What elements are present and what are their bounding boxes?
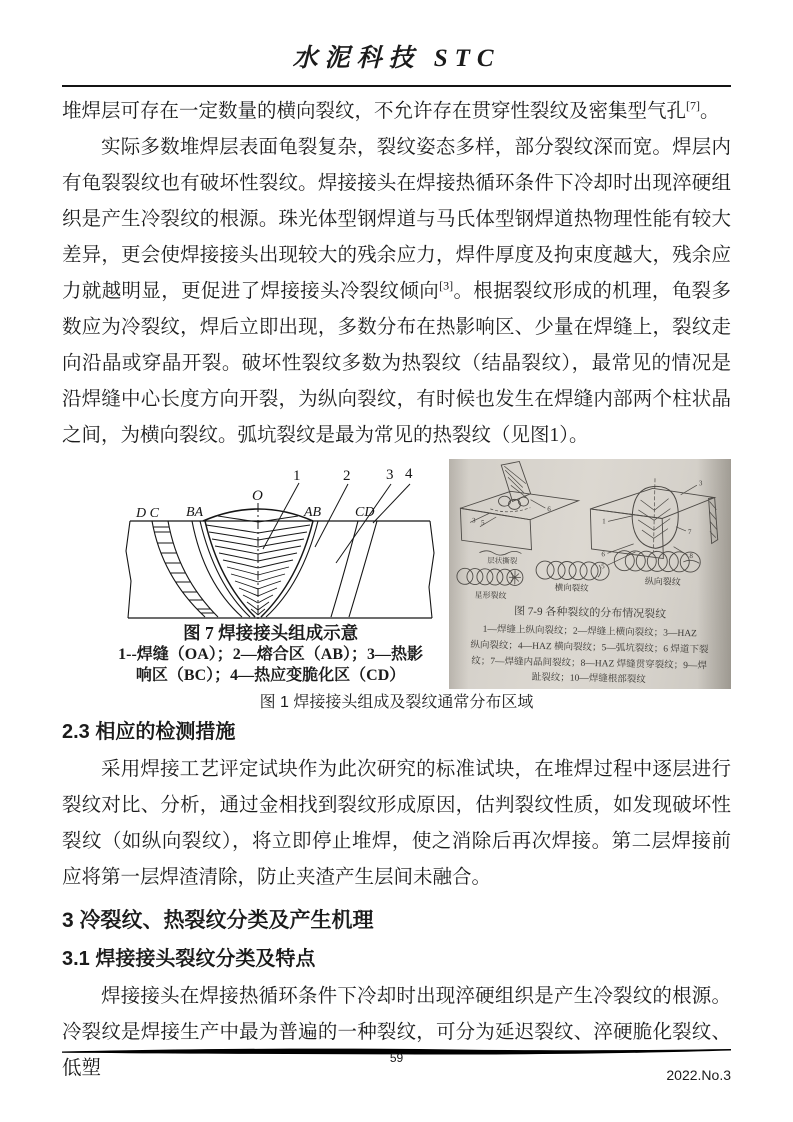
photo-sketch-number: 8	[689, 552, 694, 561]
paragraph-1	[62, 94, 731, 130]
photo-caption-line2: 纵向裂纹；4—HAZ 横向裂纹；5—弧坑裂纹；6 焊道下裂	[470, 640, 709, 656]
diagram-number-4: 4	[405, 466, 413, 482]
photo-sketch-number: 6	[601, 550, 606, 559]
diagram-number-1: 1	[293, 468, 301, 484]
diagram-label-ab: AB	[304, 505, 322, 520]
page-footer	[62, 1043, 731, 1083]
diagram-label-ba: BA	[186, 505, 204, 520]
paragraph-1-tail: 。	[700, 101, 720, 122]
diagram-label-dc: D C	[136, 506, 159, 521]
diagram-number-2: 2	[343, 468, 351, 484]
section-heading-3: 3 冷裂纹、热裂纹分类及产生机理	[62, 909, 374, 932]
photo-label-star-crack: 星形裂纹	[474, 590, 507, 601]
photo-sketch-number: 1	[602, 517, 606, 526]
section-heading-2-3: 2.3 相应的检测措施	[62, 721, 236, 743]
photo-sketch-number: 5	[601, 562, 605, 571]
photo-label-lamellar: 层状撕裂	[487, 555, 518, 566]
issue-label: 2022.No.3	[666, 1067, 731, 1083]
paragraph-1-text: 堆焊层可存在一定数量的横向裂纹，不允许存在贯穿性裂纹及密集型气孔	[62, 101, 687, 122]
reference-7: [7]	[686, 98, 701, 113]
photo-label-longitudinal-crack: 纵向裂纹	[644, 576, 682, 587]
photo-caption-line4: 趾裂纹；10—焊缝根部裂纹	[531, 672, 647, 686]
figure7-legend-line2: 响区（BC）；4—热应变脆化区（CD）	[135, 667, 406, 684]
photo-caption-line1: 1—焊缝上纵向裂纹；2—焊缝上横向裂纹；3—HAZ	[482, 624, 698, 640]
diagram-label-cd: CD	[355, 505, 375, 520]
paragraph-4: 焊接接头在焊接热循环条件下冷却时出现淬硬组织是产生冷裂纹的根源。冷裂纹是焊接生产中最为普遍的一种裂纹，可分为延迟裂纹、淬硬脆化裂纹、低塑	[62, 986, 731, 1079]
figure7-legend-line1: 1--焊缝（OA）；2—熔合区（AB）；3—热影	[118, 646, 424, 663]
figure7-title: 图 7 焊接接头组成示意	[183, 623, 359, 643]
paragraph-3: 采用焊接工艺评定试块作为此次研究的标准试块，在堆焊过程中逐层进行裂纹对比、分析，通过金相找到裂纹形成原因，估判裂纹性质，如发现破坏性裂纹（如纵向裂纹），将立即停止堆焊，使之消除后再次焊接。第二层焊接前应将第一层焊渣清除，防止夹渣产生层间未融合。	[62, 759, 731, 888]
crack-distribution-photo	[449, 459, 731, 689]
photo-caption-title: 图 7-9 各种裂纹的分布情况裂纹	[514, 605, 667, 621]
weld-joint-diagram-drawing	[100, 459, 440, 621]
crack-distribution-photo-sketch	[449, 459, 734, 689]
photo-sketch-number: 3	[472, 516, 476, 525]
photo-caption-line3: 纹；7—焊缝内晶间裂纹；8—HAZ 焊缝贯穿裂纹；9—焊	[471, 656, 708, 672]
diagram-label-o: O	[252, 488, 263, 504]
photo-sketch-number: 3	[699, 479, 703, 488]
photo-sketch-number: 7	[687, 528, 692, 537]
diagram-number-3: 3	[386, 467, 394, 483]
photo-label-transverse-crack: 横向裂纹	[554, 582, 589, 593]
figure1-caption: 图 1 焊接接头组成及裂纹通常分布区域	[259, 694, 534, 711]
paragraph-2-text-a: 实际多数堆焊层表面龟裂复杂，裂纹姿态多样，部分裂纹深而宽。焊层内有龟裂裂纹也有破坏性裂纹。焊接接头在焊接热循环条件下冷却时出现淬硬组织是产生冷裂纹的根源。珠光体型钢焊道与马氏体型钢焊道热物理性能有较大差异，更会使焊接接头出现较大的残余应力，焊件厚度及拘束度越大，残余应力就越明显，更促进了焊接接头冷裂纹倾向	[62, 137, 731, 302]
photo-sketch-number: 5	[481, 518, 485, 527]
section-heading-3-1: 3.1 焊接接头裂纹分类及特点	[62, 948, 316, 970]
weld-joint-diagram	[100, 459, 441, 686]
journal-title: 水泥科技 STC	[292, 45, 501, 72]
figure-1	[100, 459, 731, 689]
reference-3: [3]	[439, 278, 454, 293]
header-rule	[62, 85, 731, 87]
photo-sketch-number: 6	[547, 505, 552, 514]
page-number: 59	[389, 1051, 404, 1065]
paragraph-2	[62, 130, 731, 454]
paragraph-2-text-b: 。根据裂纹形成的机理，龟裂多数应为冷裂纹，焊后立即出现，多数分布在热影响区、少量在焊缝上，裂纹走向沿晶或穿晶开裂。破坏性裂纹多数为热裂纹（结晶裂纹），最常见的情况是沿焊缝中心长度方向开裂，为纵向裂纹，有时候也发生在焊缝内部两个柱状晶之间，为横向裂纹。弧坑裂纹是最为常见的热裂纹（见图1）。	[62, 281, 731, 446]
